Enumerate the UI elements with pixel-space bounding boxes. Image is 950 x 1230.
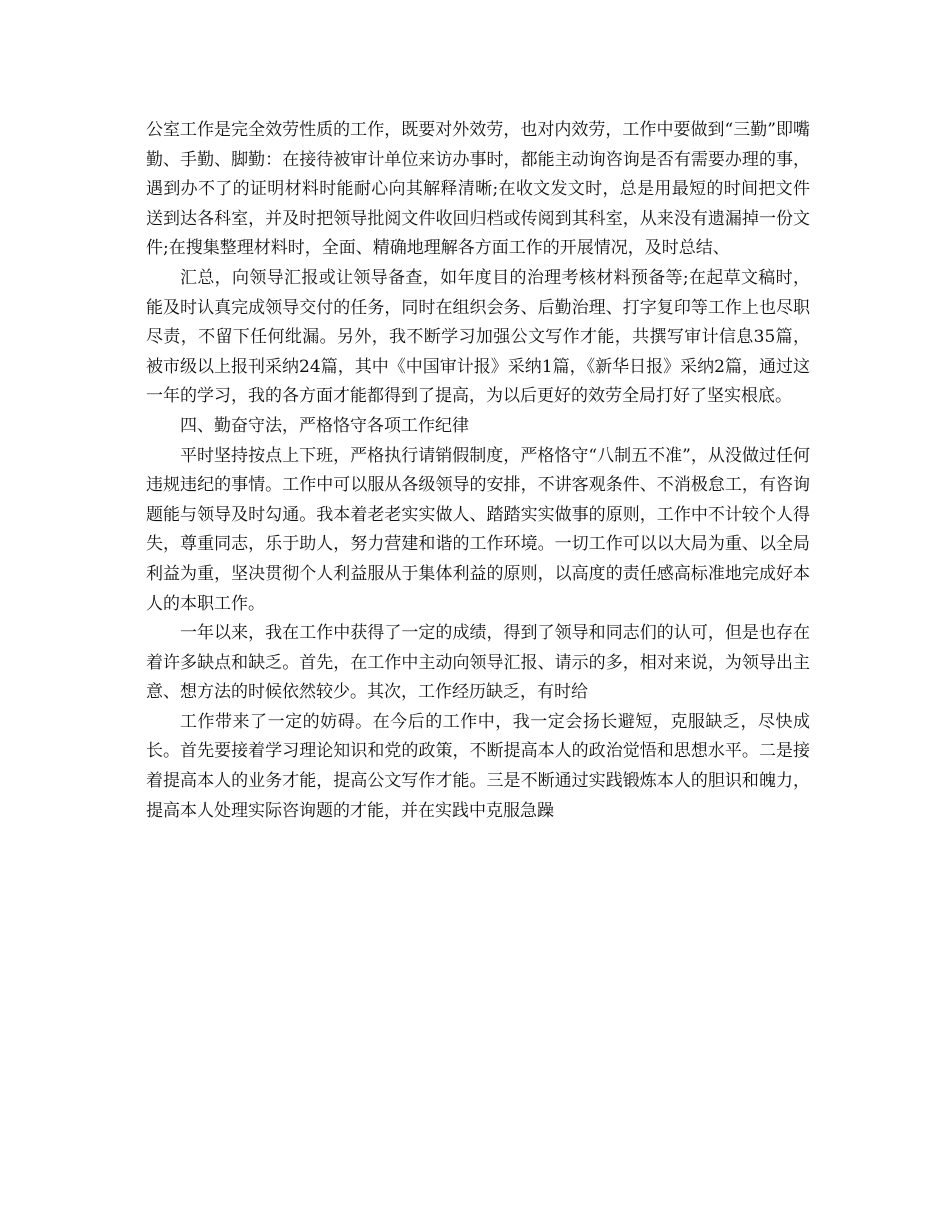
paragraph-office-work: 公室工作是完全效劳性质的工作，既要对外效劳，也对内效劳，工作中要做到“三勤”即嘴勤、手勤、脚勤：在接待被审计单位来访办事时，都能主动询咨询是否有需要办理的事，遇到办不了的证明材料时能耐心向其解释清晰;在收文发文时，总是用最短的时间把文件送到达各科室，并及时把领导批阅文件收回归档或传阅到其科室，从来没有遗漏掉一份文件;在搜集整理材料时，全面、精确地理解各方面工作的开展情况，及时总结、 — [146, 120, 810, 259]
document-body — [146, 116, 810, 826]
section-heading-discipline: 四、勤奋守法，严格恪守各项工作纪律 — [180, 415, 469, 436]
paragraph-discipline: 平时坚持按点上下班，严格执行请销假制度，严格恪守“八制五不准”，从没做过任何违规违纪的事情。工作中可以服从各级领导的安排，不讲客观条件、不消极怠工，有咨询题能与领导及时勾通。我本着老老实实做人、踏踏实实做事的原则，工作中不计较个人得失，尊重同志，乐于助人，努力营建和谐的工作环境。一切工作可以以大局为重、以全局利益为重，坚决贯彻个人利益服从于集体利益的原则，以高度的责任感高标准地完成好本人的本职工作。 — [146, 445, 810, 614]
paragraph-shortcomings: 一年以来，我在工作中获得了一定的成绩，得到了领导和同志们的认可，但是也存在着许多缺点和缺乏。首先，在工作中主动向领导汇报、请示的多，相对来说，为领导出主意、想方法的时候依然较少。其次，工作经历缺乏，有时给 — [146, 623, 810, 703]
paragraph-summary-report: 汇总，向领导汇报或让领导备查，如年度目的治理考核材料预备等;在起草文稿时，能及时认真完成领导交付的任务，同时在组织会务、后勤治理、打字复印等工作上也尽职尽责，不留下任何纰漏。另外，我不断学习加强公文写作才能，共撰写审计信息35篇，被市级以上报刊采纳24篇，其中《中国审计报》采纳1篇，《新华日报》采纳2篇，通过这一年的学习，我的各方面才能都得到了提高，为以后更好的效劳全局打好了坚实根底。 — [146, 267, 810, 407]
paragraph-improvement-plan: 工作带来了一定的妨碍。在今后的工作中，我一定会扬长避短，克服缺乏，尽快成长。首先要接着学习理论知识和党的政策，不断提高本人的政治觉悟和思想水平。二是接着提高本人的业务才能，提高公文写作才能。三是不断通过实践锻炼本人的胆识和魄力，提高本人处理实际咨询题的才能，并在实践中克服急躁 — [146, 711, 810, 821]
